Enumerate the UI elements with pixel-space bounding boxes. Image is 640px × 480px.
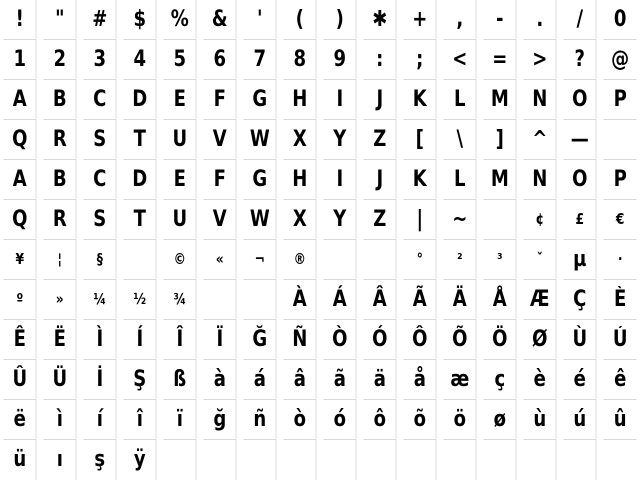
glyph-cell: 7 [244, 40, 277, 80]
glyph-cell: å [404, 360, 437, 400]
glyph-cell: 9 [324, 40, 357, 80]
glyph-cell: Æ [524, 280, 557, 320]
glyph-cell: J [364, 80, 397, 120]
glyph-cell: Ş [124, 360, 157, 400]
glyph-cell: U [164, 120, 197, 160]
glyph-cell: » [44, 280, 77, 320]
glyph-cell: ã [324, 360, 357, 400]
glyph-cell: & [204, 0, 237, 40]
glyph-cell: ß [164, 360, 197, 400]
glyph-cell: ' [244, 0, 277, 40]
glyph-cell: \ [444, 120, 477, 160]
glyph-cell: G [244, 160, 277, 200]
glyph-cell: W [244, 120, 277, 160]
glyph-cell: E [164, 80, 197, 120]
glyph-cell: R [44, 120, 77, 160]
glyph-cell: Ô [404, 320, 437, 360]
glyph-cell: / [564, 0, 597, 40]
glyph-cell: Z [364, 200, 397, 240]
glyph-cell: Ã [404, 280, 437, 320]
glyph-cell: - [484, 0, 517, 40]
glyph-cell: S [84, 120, 117, 160]
glyph-cell: ~ [444, 200, 477, 240]
glyph-cell: 4 [124, 40, 157, 80]
glyph-cell: Ö [484, 320, 517, 360]
glyph-cell: ô [364, 400, 397, 440]
glyph-cell: " [44, 0, 77, 40]
glyph-cell: ì [44, 400, 77, 440]
glyph-cell: È [604, 280, 637, 320]
glyph-cell: U [164, 200, 197, 240]
glyph-cell-empty [204, 440, 237, 480]
glyph-cell: û [604, 400, 637, 440]
glyph-cell: % [164, 0, 197, 40]
glyph-cell: | [404, 200, 437, 240]
glyph-cell: 8 [284, 40, 317, 80]
glyph-cell: ( [284, 0, 317, 40]
glyph-cell: î [124, 400, 157, 440]
glyph-cell: é [564, 360, 597, 400]
glyph-cell: Y [324, 200, 357, 240]
glyph-cell: M [484, 160, 517, 200]
glyph-cell: ú [564, 400, 597, 440]
glyph-cell: [ [404, 120, 437, 160]
glyph-cell: Å [484, 280, 517, 320]
glyph-cell: G [244, 80, 277, 120]
glyph-cell: Ù [564, 320, 597, 360]
glyph-cell: ö [444, 400, 477, 440]
glyph-cell: V [204, 200, 237, 240]
glyph-cell: 5 [164, 40, 197, 80]
glyph-cell: H [284, 80, 317, 120]
glyph-cell: â [284, 360, 317, 400]
glyph-cell: L [444, 80, 477, 120]
glyph-cell: Y [324, 120, 357, 160]
glyph-cell: § [84, 240, 117, 280]
glyph-cell: Ë [44, 320, 77, 360]
glyph-cell: < [444, 40, 477, 80]
glyph-cell: µ [564, 240, 597, 280]
glyph-cell: 1 [4, 40, 37, 80]
glyph-cell: ù [524, 400, 557, 440]
glyph-cell: K [404, 80, 437, 120]
glyph-cell: C [84, 160, 117, 200]
glyph-cell: ! [4, 0, 37, 40]
glyph-cell: + [404, 0, 437, 40]
glyph-cell: ✱ [364, 0, 397, 40]
glyph-cell: © [164, 240, 197, 280]
glyph-cell: Ú [604, 320, 637, 360]
glyph-cell: Ê [4, 320, 37, 360]
glyph-cell: õ [404, 400, 437, 440]
glyph-cell: $ [124, 0, 157, 40]
glyph-cell: º [4, 280, 37, 320]
glyph-cell-empty [444, 440, 477, 480]
glyph-cell: > [524, 40, 557, 80]
glyph-cell: R [44, 200, 77, 240]
glyph-cell-empty [284, 440, 317, 480]
glyph-cell: # [84, 0, 117, 40]
glyph-cell: ) [324, 0, 357, 40]
glyph-cell: Ó [364, 320, 397, 360]
glyph-cell-empty [244, 280, 277, 320]
glyph-cell: I [324, 80, 357, 120]
glyph-cell-empty [164, 440, 197, 480]
glyph-cell: F [204, 160, 237, 200]
glyph-cell: 6 [204, 40, 237, 80]
glyph-cell: B [44, 80, 77, 120]
glyph-cell: ü [4, 440, 37, 480]
glyph-cell: ^ [524, 120, 557, 160]
glyph-cell: İ [84, 360, 117, 400]
glyph-cell: Û [4, 360, 37, 400]
glyph-cell: ç [484, 360, 517, 400]
glyph-cell: J [364, 160, 397, 200]
glyph-cell: ¢ [524, 200, 557, 240]
glyph-cell: A [4, 160, 37, 200]
glyph-cell-empty [484, 200, 517, 240]
glyph-cell: = [484, 40, 517, 80]
glyph-cell: Ğ [244, 320, 277, 360]
glyph-cell: ; [404, 40, 437, 80]
glyph-cell: Ï [204, 320, 237, 360]
glyph-cell: Õ [444, 320, 477, 360]
glyph-cell: ° [404, 240, 437, 280]
glyph-cell: Ò [324, 320, 357, 360]
glyph-cell: C [84, 80, 117, 120]
glyph-cell: Ä [444, 280, 477, 320]
glyph-cell-empty [324, 440, 357, 480]
glyph-cell-empty [524, 440, 557, 480]
glyph-cell: ÿ [124, 440, 157, 480]
glyph-cell: í [84, 400, 117, 440]
glyph-cell: Î [164, 320, 197, 360]
glyph-cell: ³ [484, 240, 517, 280]
glyph-cell: æ [444, 360, 477, 400]
glyph-cell: ş [84, 440, 117, 480]
glyph-cell: 0 [604, 0, 637, 40]
glyph-cell: V [204, 120, 237, 160]
glyph-cell: T [124, 120, 157, 160]
glyph-cell: X [284, 200, 317, 240]
glyph-cell: D [124, 160, 157, 200]
glyph-cell: , [444, 0, 477, 40]
glyph-cell: : [364, 40, 397, 80]
glyph-cell: ¾ [164, 280, 197, 320]
glyph-cell: ğ [204, 400, 237, 440]
glyph-cell: ø [484, 400, 517, 440]
glyph-cell: — [564, 120, 597, 160]
glyph-cell-empty [124, 240, 157, 280]
glyph-cell: P [604, 160, 637, 200]
glyph-cell: Ø [524, 320, 557, 360]
glyph-cell-empty [324, 240, 357, 280]
glyph-cell-empty [244, 440, 277, 480]
glyph-cell-empty [204, 280, 237, 320]
glyph-cell: 3 [84, 40, 117, 80]
glyph-cell-empty [404, 440, 437, 480]
glyph-cell-empty [364, 440, 397, 480]
glyph-cell: · [604, 240, 637, 280]
glyph-cell: Ñ [284, 320, 317, 360]
glyph-cell-empty [564, 440, 597, 480]
glyph-cell: ² [444, 240, 477, 280]
glyph-cell: Q [4, 120, 37, 160]
glyph-cell: á [244, 360, 277, 400]
glyph-cell: ¥ [4, 240, 37, 280]
glyph-cell: Â [364, 280, 397, 320]
glyph-cell: N [524, 160, 557, 200]
glyph-cell-empty [604, 440, 637, 480]
glyph-cell: W [244, 200, 277, 240]
glyph-cell: I [324, 160, 357, 200]
glyph-cell-empty [604, 120, 637, 160]
glyph-cell: Ç [564, 280, 597, 320]
glyph-cell: € [604, 200, 637, 240]
glyph-cell: ï [164, 400, 197, 440]
glyph-cell: O [564, 80, 597, 120]
glyph-cell: @ [604, 40, 637, 80]
glyph-cell: Ì [84, 320, 117, 360]
glyph-cell: ò [284, 400, 317, 440]
glyph-cell: S [84, 200, 117, 240]
glyph-cell: è [524, 360, 557, 400]
glyph-cell: ? [564, 40, 597, 80]
glyph-cell: à [204, 360, 237, 400]
glyph-cell: ® [284, 240, 317, 280]
glyph-cell: F [204, 80, 237, 120]
glyph-cell: N [524, 80, 557, 120]
glyph-cell: Í [124, 320, 157, 360]
glyph-cell: Z [364, 120, 397, 160]
glyph-cell: ¼ [84, 280, 117, 320]
glyph-cell: ó [324, 400, 357, 440]
glyph-cell: £ [564, 200, 597, 240]
glyph-cell: ä [364, 360, 397, 400]
glyph-cell: « [204, 240, 237, 280]
glyph-cell: T [124, 200, 157, 240]
glyph-cell: Q [4, 200, 37, 240]
glyph-cell: M [484, 80, 517, 120]
glyph-cell: H [284, 160, 317, 200]
glyph-cell: Á [324, 280, 357, 320]
glyph-cell-empty [484, 440, 517, 480]
glyph-cell: E [164, 160, 197, 200]
glyph-cell: L [444, 160, 477, 200]
glyph-cell: ½ [124, 280, 157, 320]
glyph-cell: ı [44, 440, 77, 480]
glyph-cell: À [284, 280, 317, 320]
glyph-cell: B [44, 160, 77, 200]
glyph-cell: ñ [244, 400, 277, 440]
glyph-cell: X [284, 120, 317, 160]
glyph-cell: ¬ [244, 240, 277, 280]
glyph-cell: D [124, 80, 157, 120]
glyph-cell: ˇ [524, 240, 557, 280]
glyph-cell-empty [364, 240, 397, 280]
glyph-cell: ] [484, 120, 517, 160]
glyph-cell: ë [4, 400, 37, 440]
glyph-cell: P [604, 80, 637, 120]
glyph-cell: O [564, 160, 597, 200]
glyph-cell: K [404, 160, 437, 200]
glyph-cell: ê [604, 360, 637, 400]
glyph-cell: A [4, 80, 37, 120]
glyph-cell: . [524, 0, 557, 40]
glyph-cell: 2 [44, 40, 77, 80]
glyph-cell: ¦ [44, 240, 77, 280]
glyph-cell: Ü [44, 360, 77, 400]
